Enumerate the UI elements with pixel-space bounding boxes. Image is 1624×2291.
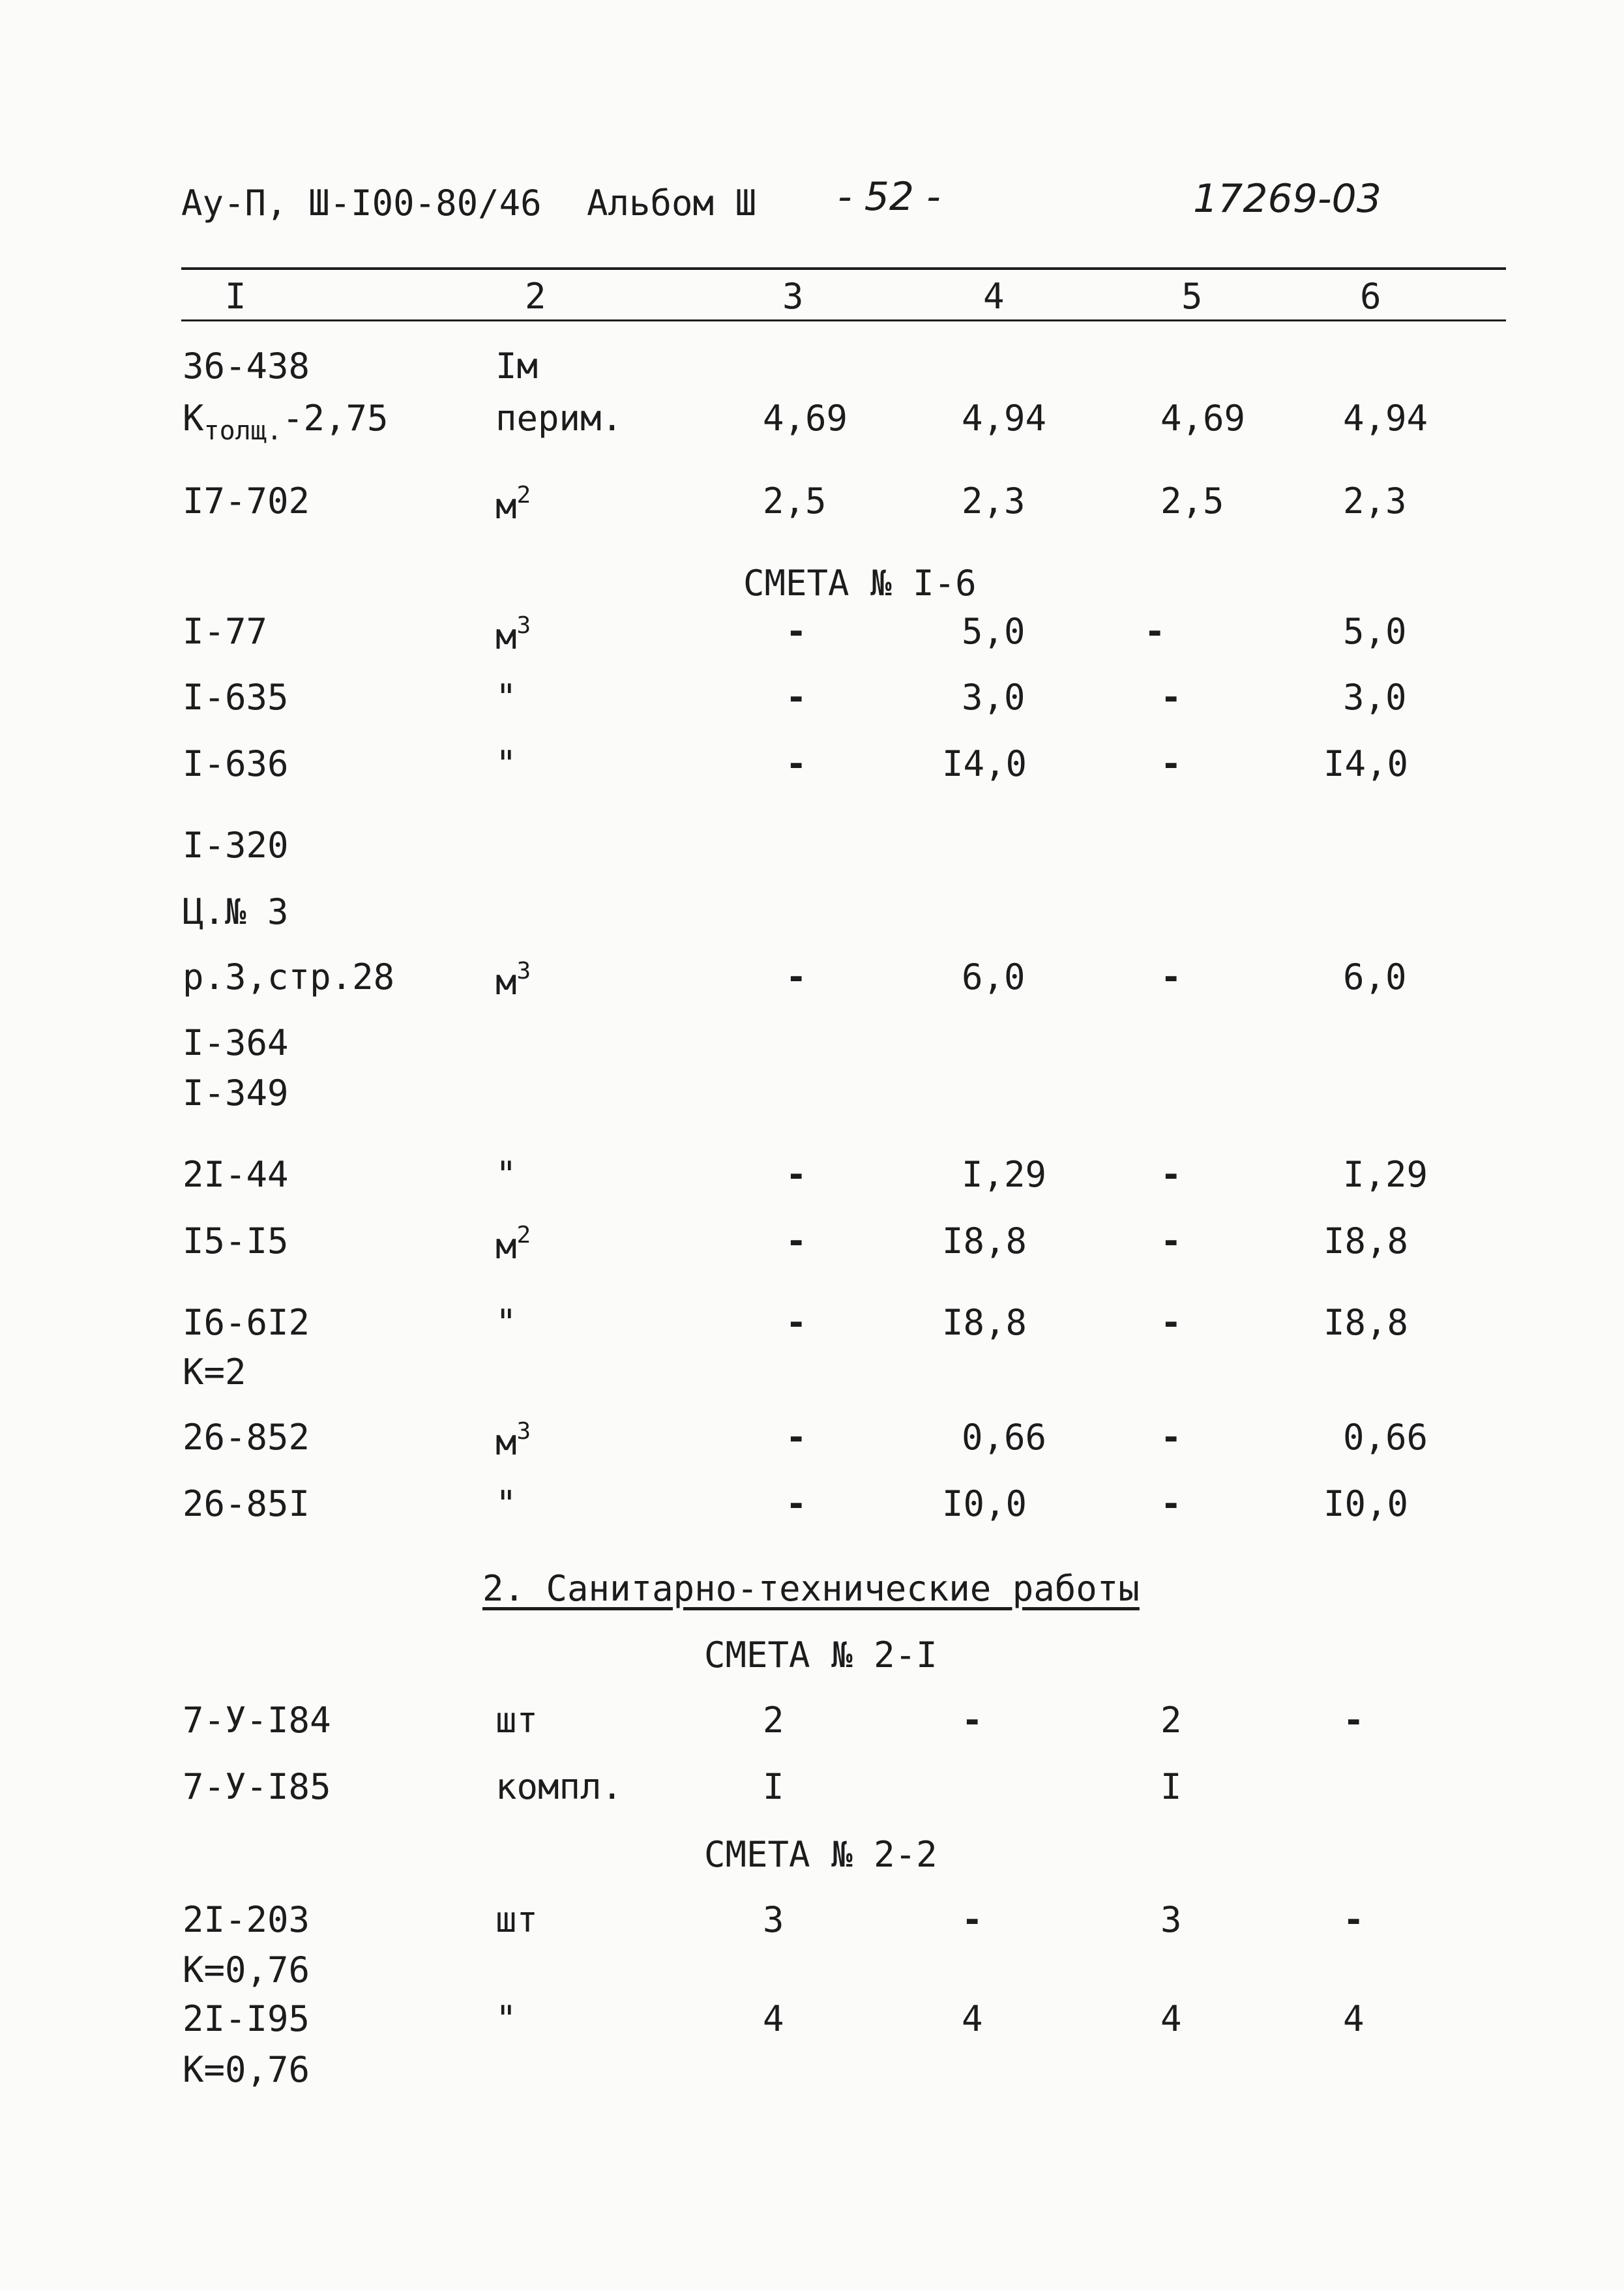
row-unit: шт — [495, 1899, 539, 1940]
row-value-6: I0,0 — [1323, 1483, 1409, 1524]
row-value-5: 2 — [1160, 1700, 1182, 1741]
row-value-4: I8,8 — [942, 1302, 1027, 1343]
row-value-5: - — [1160, 1220, 1182, 1262]
row-code: К=0,76 — [183, 1949, 310, 1990]
row-value-6: 6,0 — [1343, 956, 1407, 998]
header-code: Ау-П, Ш-I00-80/46 — [181, 183, 542, 224]
row-value-5: - — [1160, 743, 1182, 784]
row-code: I-77 — [183, 611, 268, 652]
row-value-4: 0,66 — [962, 1417, 1047, 1458]
row-unit: " — [495, 743, 517, 784]
row-unit: " — [495, 1154, 517, 1195]
row-unit: $м^2$ — [495, 482, 531, 527]
row-value-3: - — [786, 1483, 807, 1524]
row-value-6: I8,8 — [1323, 1302, 1409, 1343]
row-value-5: - — [1160, 677, 1182, 718]
row-code: К=2 — [183, 1352, 246, 1393]
row-value-4: I0,0 — [942, 1483, 1027, 1524]
row-value-4: 6,0 — [962, 956, 1026, 998]
page-number: - 52 - — [838, 174, 941, 220]
row-value-3: - — [786, 1154, 807, 1195]
row-value-4: 4 — [962, 1998, 983, 2039]
column-number-5: 5 — [1181, 276, 1203, 317]
row-value-5: 4 — [1160, 1998, 1182, 2039]
row-code: 7-У-I85 — [183, 1766, 331, 1807]
row-code: Ц.№ 3 — [183, 891, 289, 932]
row-code: 26-85I — [183, 1483, 310, 1524]
row-value-6: - — [1343, 1899, 1365, 1940]
row-value-5: I — [1160, 1766, 1182, 1807]
row-value-6: I4,0 — [1323, 743, 1409, 784]
row-value-4: 3,0 — [962, 677, 1026, 718]
row-unit: Iм — [495, 346, 539, 387]
row-value-4: - — [962, 1899, 983, 1940]
row-code: 26-852 — [183, 1417, 310, 1458]
section-title: 2. Санитарно-технические работы — [482, 1568, 1140, 1609]
row-code: р.3,стр.28 — [183, 956, 395, 998]
row-value-6: I8,8 — [1323, 1220, 1409, 1262]
row-value-3: - — [786, 677, 807, 718]
row-value-3: - — [786, 611, 807, 652]
row-value-4: I4,0 — [942, 743, 1027, 784]
row-unit: " — [495, 1302, 517, 1343]
estimate-title: СМЕТА № 2-2 — [704, 1834, 937, 1875]
row-value-5: - — [1160, 1154, 1182, 1195]
row-code: I-320 — [183, 825, 289, 866]
row-value-4: I,29 — [962, 1154, 1047, 1195]
row-value-6: 4,94 — [1343, 398, 1428, 439]
row-unit: шт — [495, 1700, 539, 1741]
row-value-3: 4 — [763, 1998, 784, 2039]
row-code: 7-У-I84 — [183, 1700, 331, 1741]
row-value-3: I — [763, 1766, 784, 1807]
row-value-6: 0,66 — [1343, 1417, 1428, 1458]
column-number-6: 6 — [1360, 276, 1381, 317]
row-value-6: 2,3 — [1343, 480, 1407, 522]
row-value-3: - — [786, 1302, 807, 1343]
row-value-5: 2,5 — [1160, 480, 1224, 522]
row-value-5: - — [1144, 611, 1166, 652]
row-code: I-636 — [183, 743, 289, 784]
column-number-4: 4 — [983, 276, 1005, 317]
column-number-1: I — [225, 276, 246, 317]
row-unit: компл. — [495, 1766, 623, 1807]
row-code: 2I-I95 — [183, 1998, 310, 2039]
row-value-5: 4,69 — [1160, 398, 1246, 439]
row-value-4: 4,94 — [962, 398, 1047, 439]
row-value-3: 3 — [763, 1899, 784, 1940]
row-unit: " — [495, 1998, 517, 2039]
row-unit: перим. — [495, 398, 623, 439]
row-value-6: 3,0 — [1343, 677, 1407, 718]
row-value-6: 4 — [1343, 1998, 1365, 2039]
document-code: 17269-03 — [1193, 176, 1381, 222]
row-value-6: I,29 — [1343, 1154, 1428, 1195]
row-code: I6-6I2 — [183, 1302, 310, 1343]
table-header-rule — [181, 319, 1506, 321]
row-value-5: - — [1160, 1302, 1182, 1343]
row-value-4: 5,0 — [962, 611, 1026, 652]
row-value-6: 5,0 — [1343, 611, 1407, 652]
row-value-3: 4,69 — [763, 398, 848, 439]
row-value-4: 2,3 — [962, 480, 1026, 522]
row-unit: $м^3$ — [495, 958, 531, 1003]
row-code: I5-I5 — [183, 1220, 289, 1262]
column-number-2: 2 — [525, 276, 546, 317]
table-top-rule — [181, 267, 1506, 270]
row-unit: " — [495, 1483, 517, 1524]
row-value-3: - — [786, 1220, 807, 1262]
column-number-3: 3 — [782, 276, 804, 317]
row-value-3: - — [786, 956, 807, 998]
row-unit: " — [495, 677, 517, 718]
row-value-3: - — [786, 1417, 807, 1458]
row-code: К=0,76 — [183, 2049, 310, 2090]
row-value-3: 2,5 — [763, 480, 827, 522]
row-code: I-635 — [183, 677, 289, 718]
row-value-5: - — [1160, 1417, 1182, 1458]
row-value-4: I8,8 — [942, 1220, 1027, 1262]
row-value-5: - — [1160, 1483, 1182, 1524]
estimate-title: СМЕТА № I-6 — [743, 563, 977, 604]
row-value-5: - — [1160, 956, 1182, 998]
row-code: I-364 — [183, 1022, 289, 1063]
row-value-3: - — [786, 743, 807, 784]
row-unit: $м^3$ — [495, 1418, 531, 1463]
row-value-3: 2 — [763, 1700, 784, 1741]
row-code: I-349 — [183, 1072, 289, 1114]
row-code: $К_{толщ.}-2,75$ — [183, 398, 389, 446]
estimate-title: СМЕТА № 2-I — [704, 1634, 937, 1676]
row-code: 2I-44 — [183, 1154, 289, 1195]
row-value-5: 3 — [1160, 1899, 1182, 1940]
row-code: 36-438 — [183, 346, 310, 387]
row-unit: $м^2$ — [495, 1222, 531, 1267]
row-code: 2I-203 — [183, 1899, 310, 1940]
row-unit: $м^3$ — [495, 612, 531, 657]
row-code: I7-702 — [183, 480, 310, 522]
row-value-4: - — [962, 1700, 983, 1741]
header-album: Альбом Ш — [587, 183, 757, 224]
row-value-6: - — [1343, 1700, 1365, 1741]
